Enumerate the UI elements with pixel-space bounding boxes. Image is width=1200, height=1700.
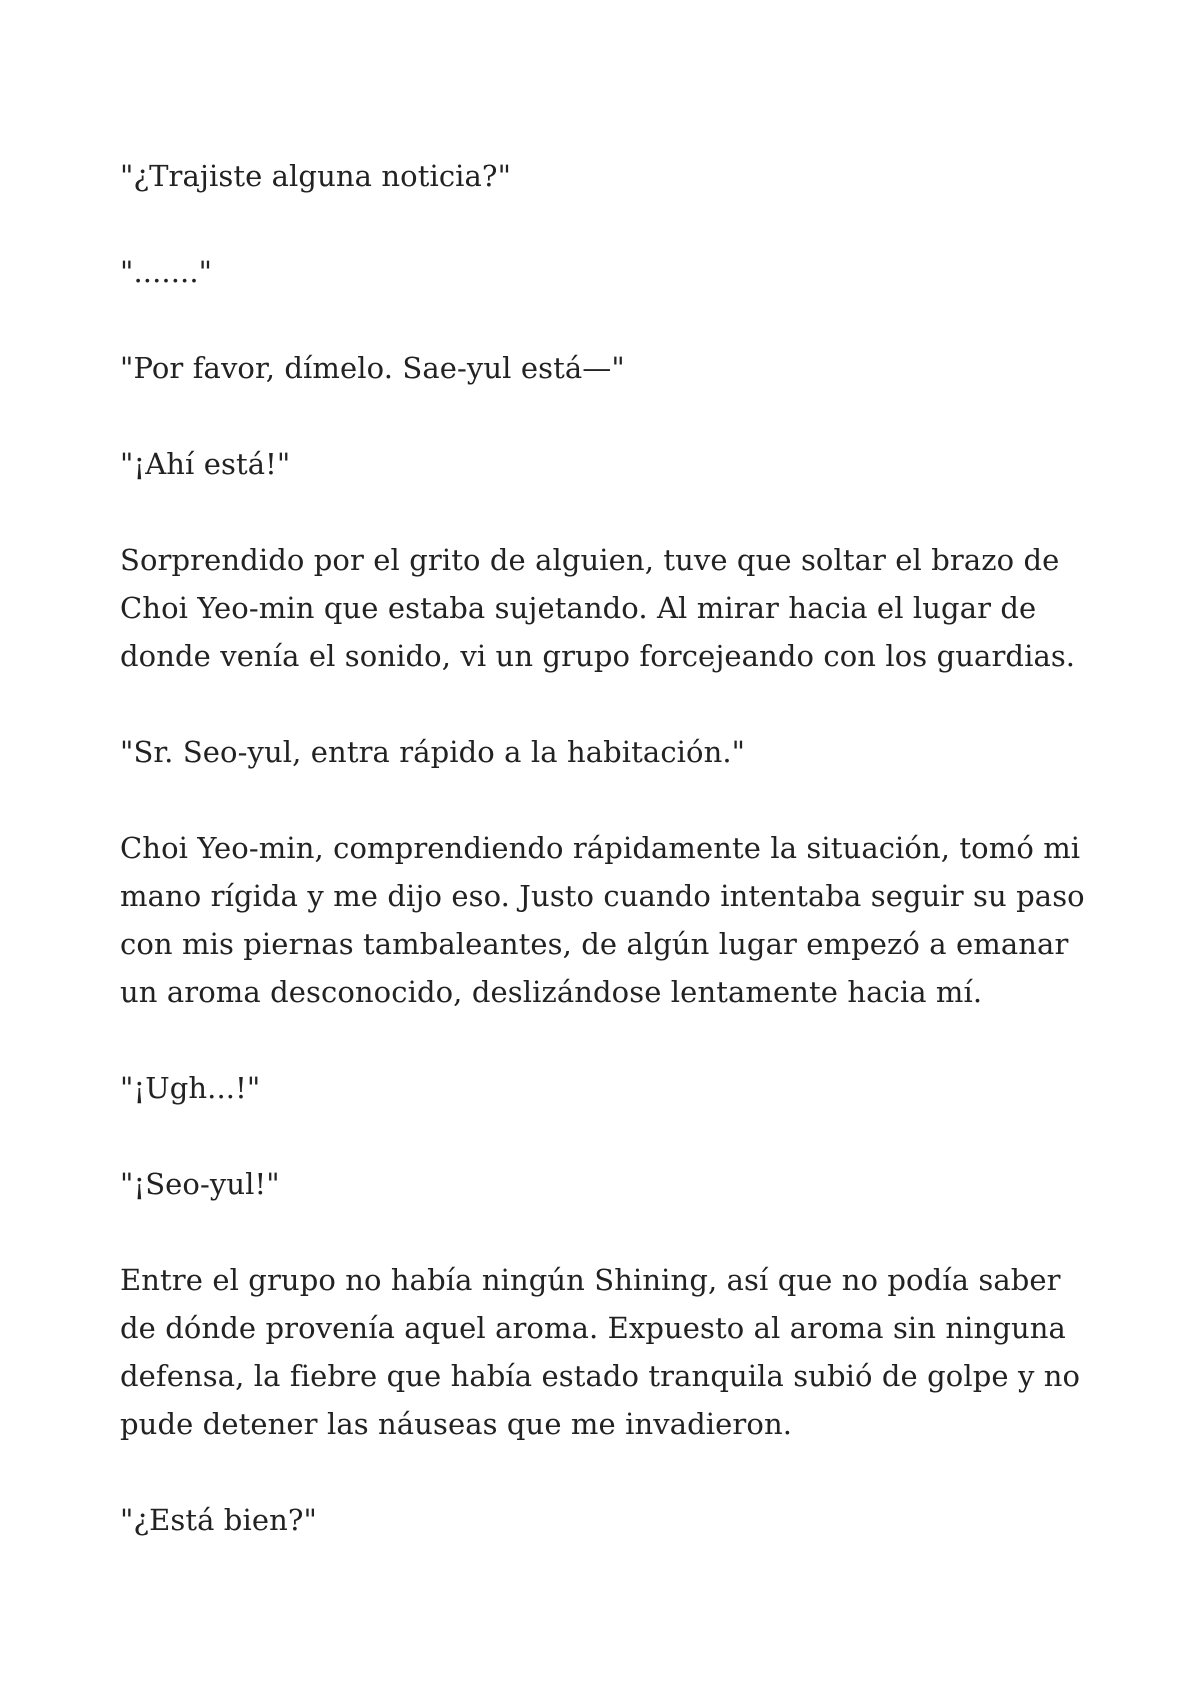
dialogue-paragraph: "¿Está bien?" bbox=[120, 1503, 317, 1537]
document-body bbox=[120, 152, 1100, 1592]
narrative-paragraph: Entre el grupo no había ningún Shining, así que no podía saber de dónde provenía aquel aroma. Expuesto al aroma sin ninguna defensa, la fiebre que había estado tranquila subió de golpe y no pude detener las náuseas que me invadieron. bbox=[120, 1263, 1081, 1441]
dialogue-paragraph: "¿Trajiste alguna noticia?" bbox=[120, 159, 512, 193]
narrative-paragraph: Sorprendido por el grito de alguien, tuve que soltar el brazo de Choi Yeo-min que estaba sujetando. Al mirar hacia el lugar de donde venía el sonido, vi un grupo forcejeando con los guardias. bbox=[120, 543, 1076, 673]
narrative-paragraph: Choi Yeo-min, comprendiendo rápidamente la situación, tomó mi mano rígida y me dijo eso. Justo cuando intentaba seguir su paso con mis piernas tambaleantes, de algún lugar empezó a emanar un aroma desconocido, deslizándose lentamente hacia mí. bbox=[120, 831, 1085, 1009]
dialogue-paragraph: "¡Seo-yul!" bbox=[120, 1167, 280, 1201]
dialogue-paragraph: "Por favor, dímelo. Sae-yul está—" bbox=[120, 351, 625, 385]
dialogue-paragraph: "¡Ahí está!" bbox=[120, 447, 291, 481]
dialogue-paragraph: "¡Ugh...!" bbox=[120, 1071, 261, 1105]
dialogue-paragraph: "......." bbox=[120, 255, 213, 289]
dialogue-paragraph: "Sr. Seo-yul, entra rápido a la habitación." bbox=[120, 735, 746, 769]
